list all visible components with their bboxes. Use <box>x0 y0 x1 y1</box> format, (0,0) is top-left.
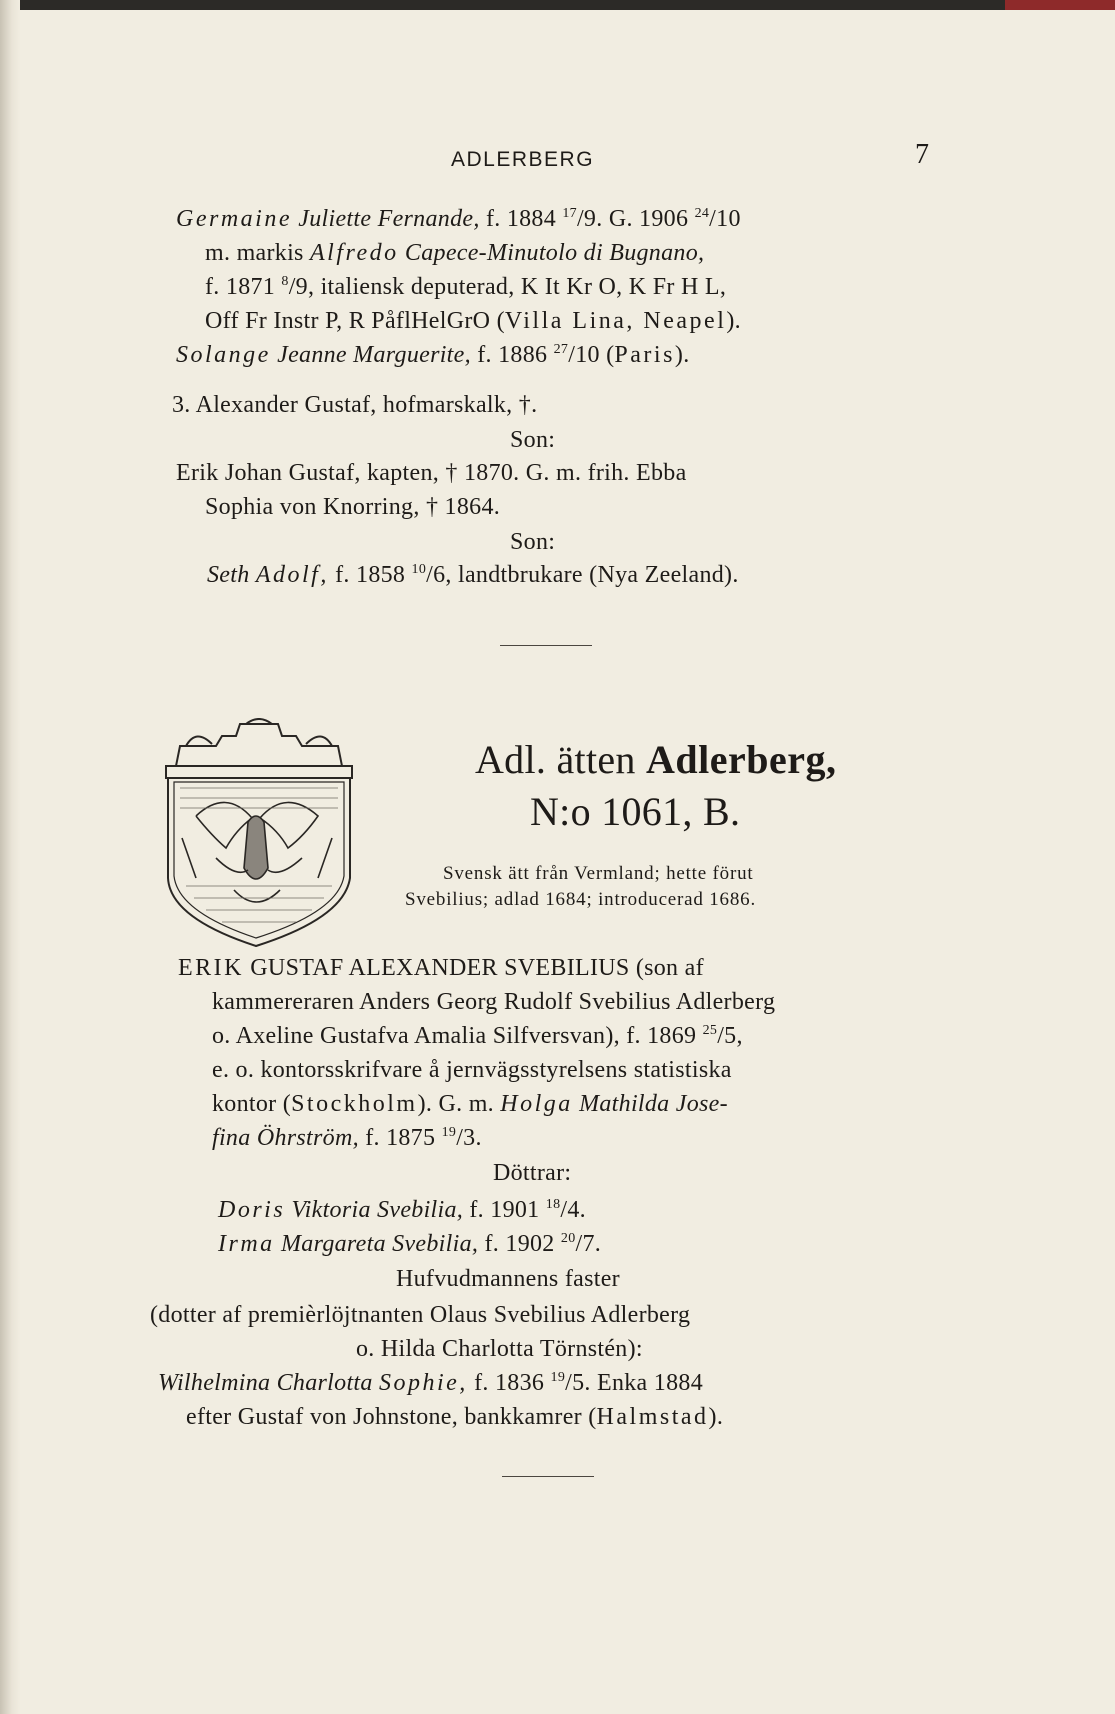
text-line: kontor (Stockholm). G. m. Holga Mathilda Jose- <box>212 1091 728 1117</box>
text-line: Erik Johan Gustaf, kapten, † 1870. G. m. frih. Ebba <box>176 460 687 486</box>
text-line: e. o. kontorsskrifvare å jernvägsstyrelsens statistiska <box>212 1057 732 1083</box>
text-line: (dotter af premièrlöjtnanten Olaus Svebilius Adlerberg <box>150 1302 691 1328</box>
text-line: Irma Margareta Svebilia, f. 1902 $^{20}$/7. <box>218 1231 602 1257</box>
coat-of-arms-image <box>156 718 362 948</box>
text-line: Solange Jeanne Marguerite, f. 1886 $^{27}$/10 (Paris). <box>176 342 690 368</box>
running-title: ADLERBERG <box>451 148 595 171</box>
section-label: Hufvudmannens faster <box>396 1266 620 1292</box>
text-line: Doris Viktoria Svebilia, f. 1901 $^{18}$/4. <box>218 1197 586 1223</box>
text-line: f. 1871 $^8$/9, italiensk deputerad, K It Kr O, K Fr H L, <box>205 274 727 300</box>
text-line: Seth Adolf, f. 1858 $^{10}$/6, landtbrukare (Nya Zeeland). <box>207 562 739 588</box>
page-number: 7 <box>915 139 930 170</box>
text-line: Wilhelmina Charlotta Sophie, f. 1836 $^{19}$/5. Enka 1884 <box>158 1370 704 1396</box>
text-line: Sophia von Knorring, † 1864. <box>205 494 501 520</box>
section-label: Son: <box>510 529 556 555</box>
text-line: 3. Alexander Gustaf, hofmarskalk, †. <box>172 392 538 418</box>
text-line: ERIK GUSTAF ALEXANDER SVEBILIUS (son af <box>178 955 704 981</box>
family-title: Adl. ätten Adlerberg, <box>475 737 837 782</box>
text-line: fina Öhrström, f. 1875 $^{19}$/3. <box>212 1125 482 1151</box>
text-line: efter Gustaf von Johnstone, bankkamrer (Halmstad). <box>186 1404 724 1430</box>
text-line: kammereraren Anders Georg Rudolf Svebilius Adlerberg <box>212 989 776 1015</box>
text-line: Off Fr Instr P, R PåflHelGrO (Villa Lina, Neapel). <box>205 308 741 334</box>
section-label: Döttrar: <box>493 1160 572 1186</box>
family-description: Svensk ätt från Vermland; hette förut <box>443 863 754 884</box>
text-line: o. Axeline Gustafva Amalia Silfversvan), f. 1869 $^{25}$/5, <box>212 1023 743 1049</box>
divider <box>500 645 592 646</box>
divider <box>502 1476 594 1477</box>
section-label: Son: <box>510 427 556 453</box>
text-line: o. Hilda Charlotta Törnstén): <box>356 1336 643 1362</box>
family-number: N:o 1061, B. <box>530 789 741 834</box>
text-line: m. markis Alfredo Capece-Minutolo di Bugnano, <box>205 240 705 266</box>
text-line: Germaine Juliette Fernande, f. 1884 $^{17}$/9. G. 1906 $^{24}$/10 <box>176 206 741 232</box>
family-description: Svebilius; adlad 1684; introducerad 1686. <box>405 889 756 910</box>
